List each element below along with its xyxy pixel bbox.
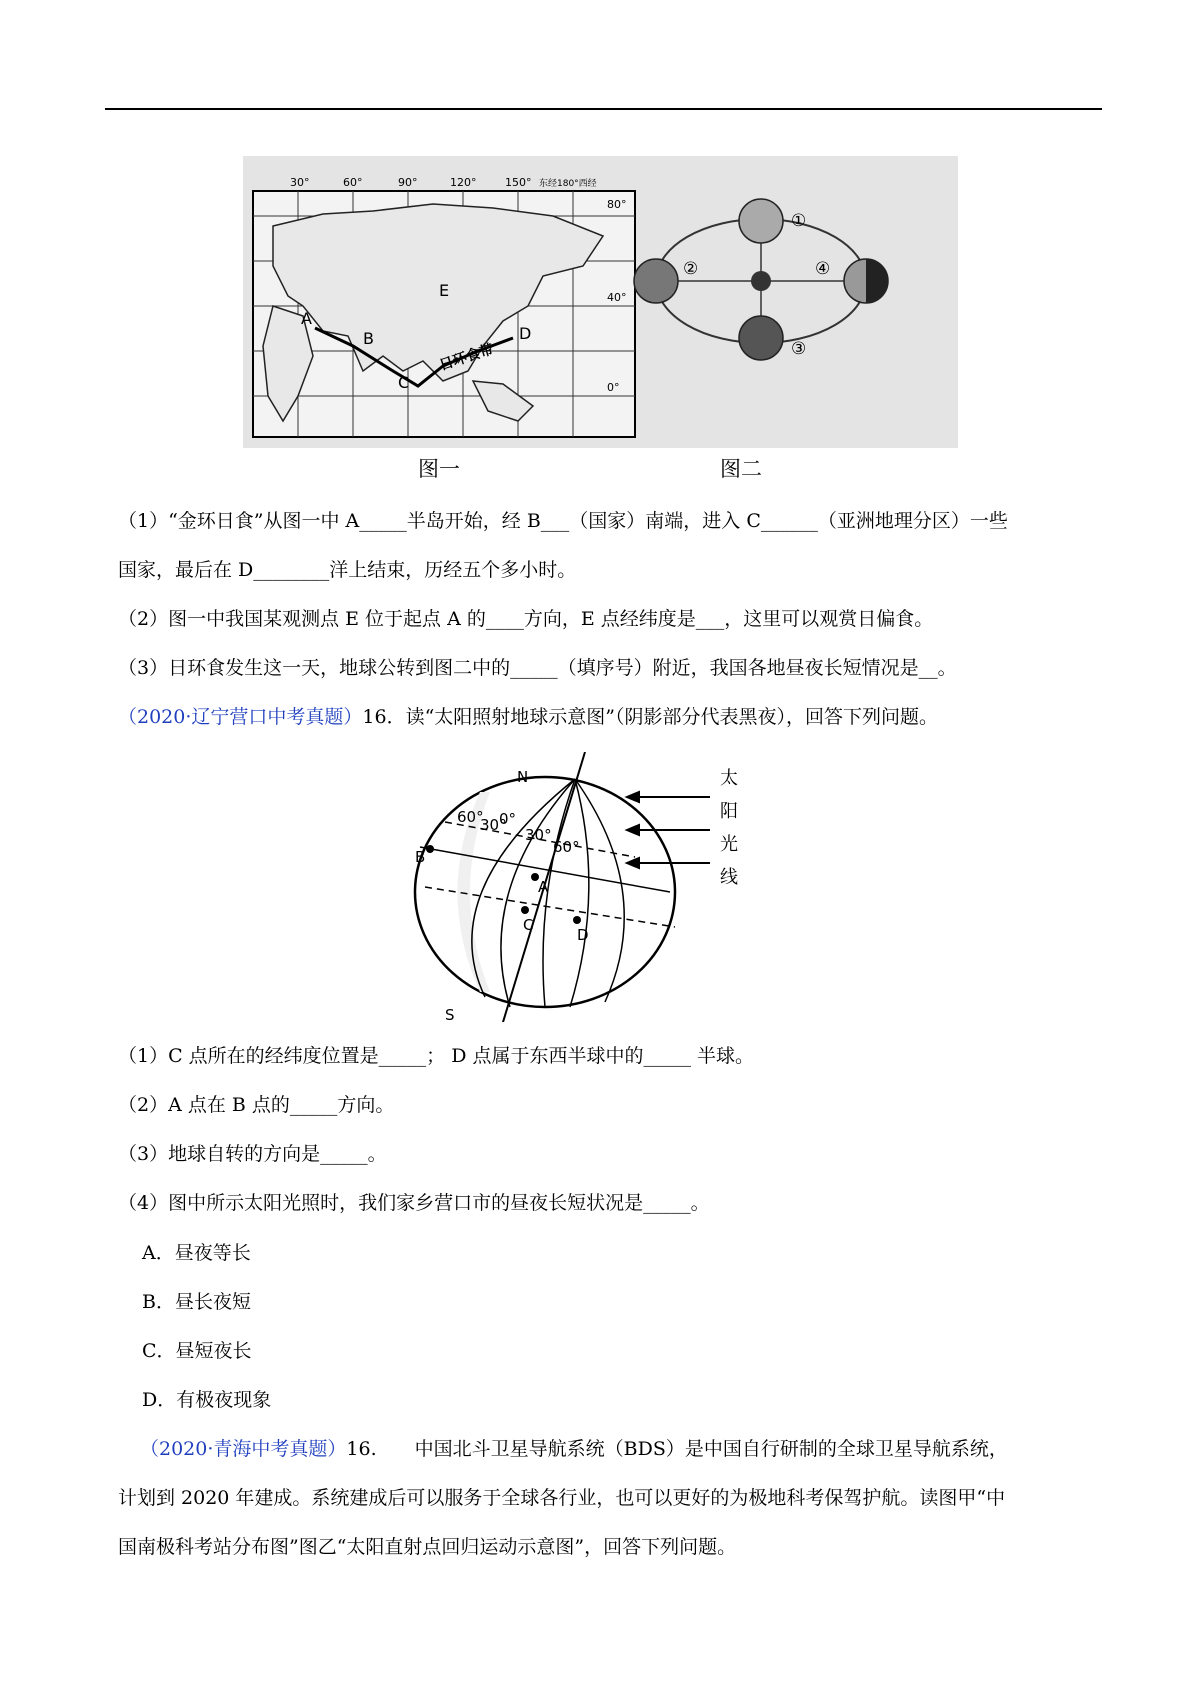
- fig2-caption: 图二: [720, 457, 762, 481]
- earth-1: [739, 199, 783, 243]
- svg-text:90°: 90°: [398, 176, 418, 189]
- svg-text:阳: 阳: [720, 801, 738, 822]
- q16a-heading: [118, 704, 938, 730]
- earth-2: [634, 259, 678, 303]
- svg-text:①: ①: [791, 211, 807, 231]
- q16b-heading: [140, 1436, 1008, 1462]
- svg-text:D: D: [577, 926, 589, 944]
- svg-text:120°: 120°: [450, 176, 477, 189]
- svg-text:光: 光: [720, 834, 738, 855]
- q16b-line-3: 国南极科考站分布图”图乙“太阳直射点回归运动示意图”，回答下列问题。: [118, 1536, 737, 1558]
- sun: [751, 271, 771, 291]
- figure-panel: [243, 156, 958, 448]
- q16a-option-d: D．有极夜现象: [142, 1389, 272, 1411]
- q16a-option-a: A．昼夜等长: [142, 1242, 251, 1264]
- svg-text:D: D: [519, 324, 532, 343]
- svg-text:线: 线: [720, 867, 738, 888]
- svg-text:150°: 150°: [505, 176, 532, 189]
- svg-text:0°: 0°: [499, 810, 517, 828]
- earth-3: [739, 316, 783, 360]
- globe-figure: [405, 752, 825, 1022]
- globe-point-d: [573, 916, 581, 924]
- svg-text:A: A: [301, 309, 312, 328]
- q16a-sub-4: （4）图中所示太阳光照时，我们家乡营口市的昼夜长短状况是_____。: [118, 1192, 710, 1214]
- q15-line-2: 国家，最后在 D________洋上结束，历经五个多小时。: [118, 559, 577, 581]
- svg-text:B: B: [363, 329, 374, 348]
- q15-line-4: （3）日环食发生这一天，地球公转到图二中的_____（填序号）附近，我国各地昼夜长短情况是__。: [118, 657, 957, 679]
- q15-line-3: （2）图一中我国某观测点 E 位于起点 A 的____方向，E 点经纬度是___，这里可以观赏日偏食。: [118, 608, 934, 630]
- svg-text:B: B: [415, 848, 426, 866]
- svg-text:60°: 60°: [457, 808, 484, 826]
- svg-text:80°: 80°: [607, 198, 627, 211]
- svg-text:60°: 60°: [553, 838, 580, 856]
- globe-point-c: [521, 906, 529, 914]
- figure-map-and-orbit: [243, 156, 958, 448]
- q16a-option-c: C．昼短夜长: [142, 1340, 252, 1362]
- svg-text:C: C: [398, 373, 410, 392]
- q16b-line-2: 计划到 2020 年建成。系统建成后可以服务于全球各行业，也可以更好的为极地科考保驾护航。读图甲“中: [118, 1487, 1006, 1509]
- q16a-option-b: B．昼长夜短: [142, 1291, 251, 1313]
- svg-text:S: S: [445, 1006, 455, 1022]
- q16a-source: （2020·辽宁营口中考真题）: [118, 706, 363, 728]
- svg-text:E: E: [439, 281, 450, 300]
- svg-text:③: ③: [791, 339, 807, 359]
- q15-line-1: （1）“金环日食”从图一中 A_____半岛开始，经 B___（国家）南端，进入 C______（亚洲地理分区）一些: [118, 510, 1008, 532]
- q16b-line-1: 16. 中国北斗卫星导航系统（BDS）是中国自行研制的全球卫星导航系统，: [346, 1438, 1008, 1460]
- svg-text:0°: 0°: [607, 381, 620, 394]
- sunlight-label: [720, 768, 738, 888]
- svg-text:40°: 40°: [607, 291, 627, 304]
- q16a-sub-3: （3）地球自转的方向是_____。: [118, 1143, 387, 1165]
- svg-text:④: ④: [815, 259, 831, 279]
- svg-text:C: C: [523, 916, 534, 934]
- fig1-caption: 图一: [418, 457, 460, 481]
- svg-text:60°: 60°: [343, 176, 363, 189]
- globe-point-b: [426, 845, 434, 853]
- svg-text:30°: 30°: [525, 826, 552, 844]
- q16a-sub-1: （1）C 点所在的经纬度位置是_____； D 点属于东西半球中的_____ 半球。: [118, 1045, 755, 1067]
- svg-text:30°: 30°: [290, 176, 310, 189]
- svg-text:A: A: [538, 878, 549, 896]
- q16a-stem: 16．读“太阳照射地球示意图”（阴影部分代表黑夜），回答下列问题。: [362, 706, 939, 728]
- svg-text:太: 太: [720, 768, 738, 789]
- svg-text:N: N: [517, 768, 529, 786]
- map-lon-labels: [290, 176, 597, 189]
- q16b-source: （2020·青海中考真题）: [140, 1438, 347, 1460]
- svg-text:30°: 30°: [480, 816, 507, 834]
- q16a-sub-2: （2）A 点在 B 点的_____方向。: [118, 1094, 395, 1116]
- band-label: 日环食带: [437, 341, 496, 374]
- header-rule: [105, 108, 1102, 110]
- svg-text:②: ②: [683, 259, 699, 279]
- svg-text:东经180°西经: 东经180°西经: [539, 179, 597, 189]
